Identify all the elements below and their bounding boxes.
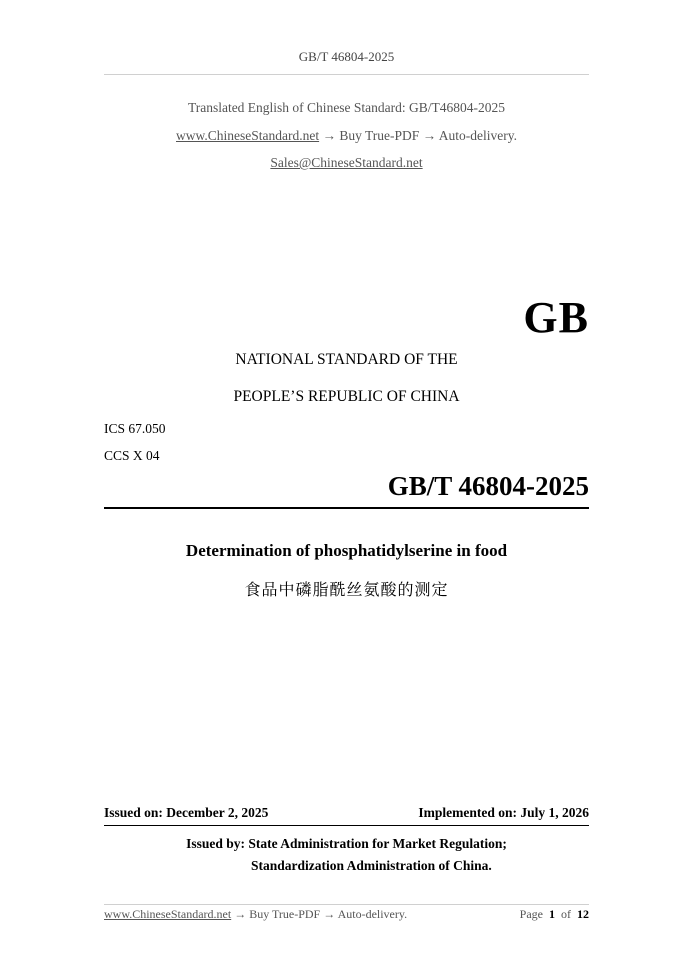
national-standard-line-1: NATIONAL STANDARD OF THE [235, 351, 458, 368]
issued-date: Issued on: December 2, 2025 [104, 805, 269, 820]
page-number [520, 907, 589, 922]
standard-number: GB/T 46804-2025 [387, 471, 589, 501]
footer-purchase-text: → Buy True-PDF → Auto-delivery. [231, 907, 408, 921]
sales-line [0, 155, 693, 171]
footer-purchase-line [104, 907, 407, 922]
document-title-cn: 食品中磷脂酰丝氨酸的测定 [244, 580, 449, 599]
footer-divider [104, 904, 589, 905]
page-total: 12 [577, 907, 589, 921]
ics-code: ICS 67.050 [104, 421, 166, 436]
dates-divider [104, 825, 589, 826]
page-current: 1 [549, 907, 555, 921]
issuer-line-1: Issued by: State Administration for Market Regulation; [186, 836, 507, 851]
translation-notice: Translated English of Chinese Standard: GB/T46804-2025 [187, 100, 506, 115]
document-title-en: Determination of phosphatidylserine in food [185, 541, 508, 560]
gb-mark: GB [523, 293, 589, 342]
page-label: Page [519, 907, 543, 921]
sales-email-link[interactable]: Sales@ChineseStandard.net [270, 155, 423, 170]
running-header: GB/T 46804-2025 [298, 49, 395, 64]
purchase-line [0, 128, 693, 144]
purchase-text: → Buy True-PDF → Auto-delivery. [319, 128, 517, 143]
issuer-line-2: Standardization Administration of China. [251, 858, 492, 873]
page-of: of [561, 907, 571, 921]
header-divider [104, 74, 589, 75]
ccs-code: CCS X 04 [104, 448, 160, 463]
national-standard-line-2: PEOPLE’S REPUBLIC OF CHINA [233, 388, 460, 405]
website-link[interactable]: www.ChineseStandard.net [176, 128, 320, 143]
standard-number-divider [104, 507, 589, 509]
footer-website-link[interactable]: www.ChineseStandard.net [104, 907, 232, 921]
implemented-date: Implemented on: July 1, 2026 [418, 805, 589, 820]
